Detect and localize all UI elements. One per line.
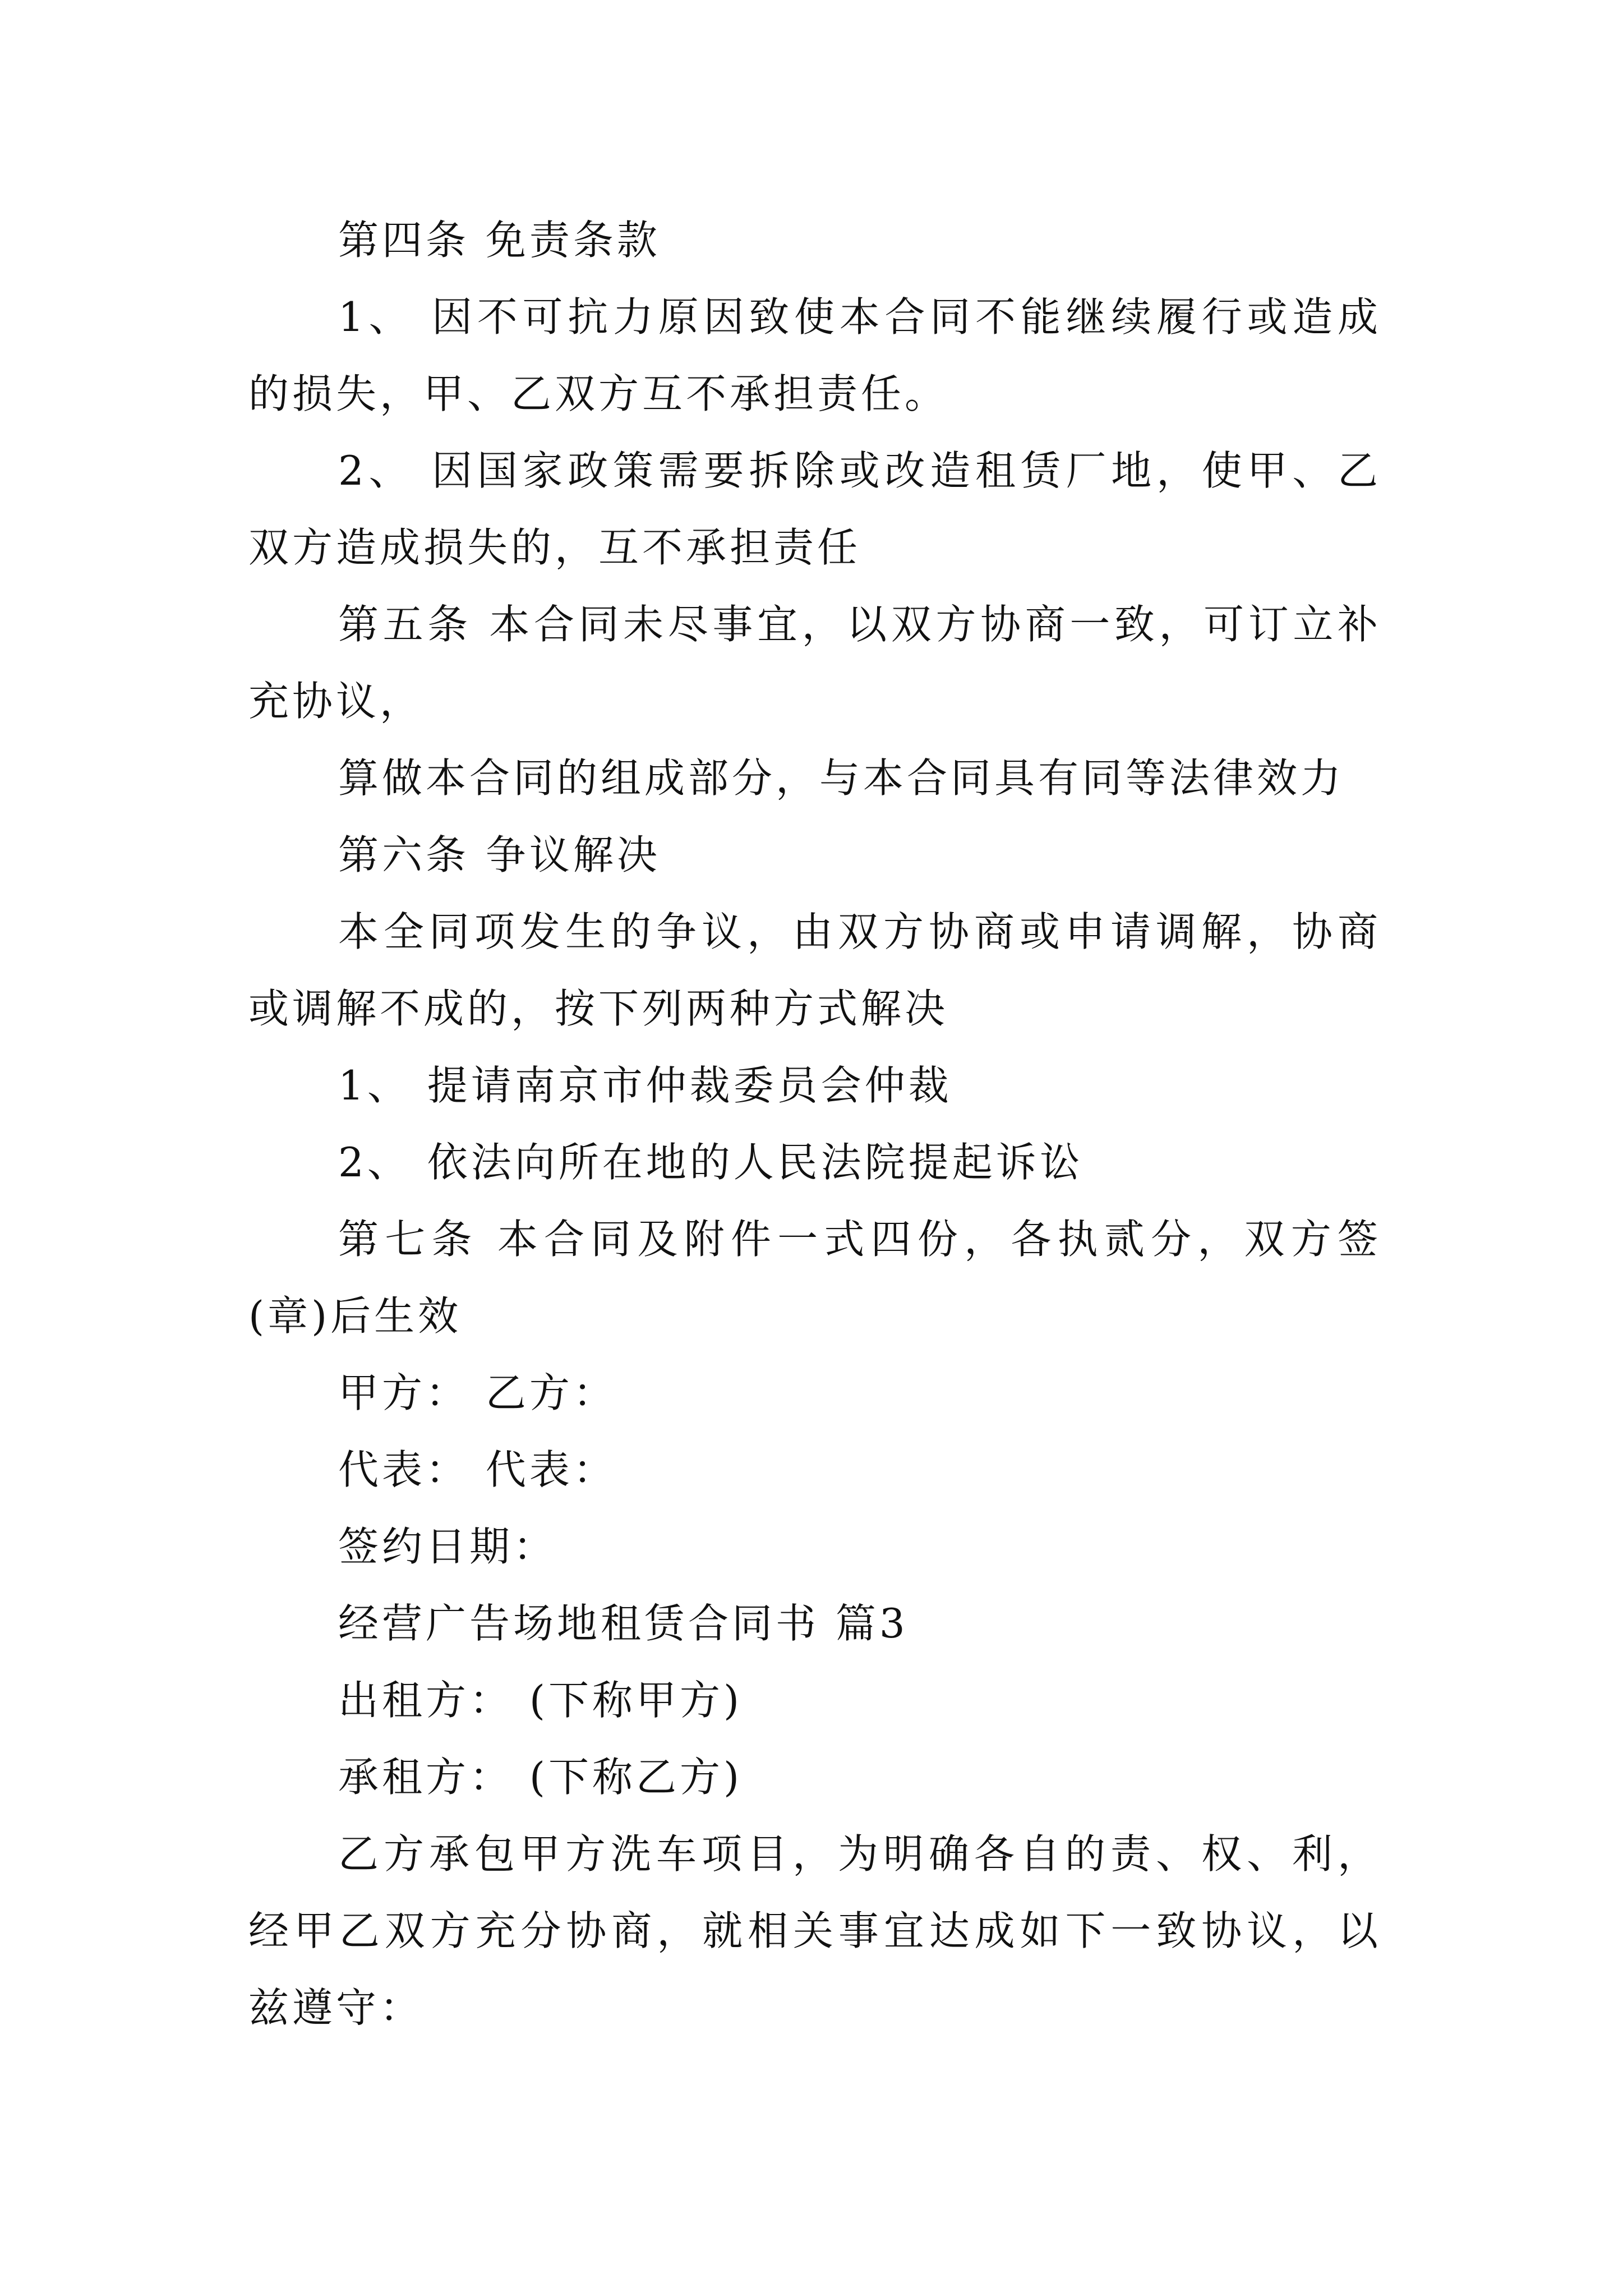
paragraph-article-5: 第五条 本合同未尽事宜，以双方协商一致，可订立补充协议， <box>248 601 1381 725</box>
paragraph-article-7: 第七条 本合同及附件一式四份，各执贰分，双方签(章)后生效 <box>248 1216 1381 1340</box>
paragraph-signing-date: 签约日期： <box>338 1523 557 1570</box>
paragraph-representatives: 代表： 代表： <box>338 1446 617 1493</box>
paragraph-lessee: 承租方： (下称乙方) <box>338 1754 743 1801</box>
paragraph-article-4-title: 第四条 免责条款 <box>338 217 661 264</box>
paragraph-preamble: 乙方承包甲方洗车项目，为明确各自的责、权、利，经甲乙双方充分协商，就相关事宜达成如下一致协议，以兹遵守： <box>248 1830 1381 2031</box>
paragraph-clause-6-1: 1、 提请南京市仲裁委员会仲裁 <box>338 1062 952 1109</box>
paragraph-clause-4-2: 2、 因国家政策需要拆除或改造租赁厂地，使甲、乙双方造成损失的，互不承担责任 <box>248 447 1381 571</box>
paragraph-article-5-cont: 算做本合同的组成部分，与本合同具有同等法律效力 <box>338 754 1345 802</box>
paragraph-section-heading: 经营广告场地租赁合同书 篇3 <box>338 1600 909 1647</box>
paragraph-party-names: 甲方： 乙方： <box>338 1369 617 1416</box>
paragraph-article-6-body: 本全同项发生的争议，由双方协商或申请调解，协商或调解不成的，按下列两种方式解决 <box>248 908 1381 1032</box>
paragraph-lessor: 出租方： (下称甲方) <box>338 1677 743 1724</box>
paragraph-article-6-title: 第六条 争议解决 <box>338 831 661 878</box>
document-body <box>248 202 1381 2046</box>
paragraph-clause-6-2: 2、 依法向所在地的人民法院提起诉讼 <box>338 1139 1083 1186</box>
paragraph-clause-4-1: 1、 因不可抗力原因致使本合同不能继续履行或造成的损失，甲、乙双方互不承担责任。 <box>248 293 1381 417</box>
